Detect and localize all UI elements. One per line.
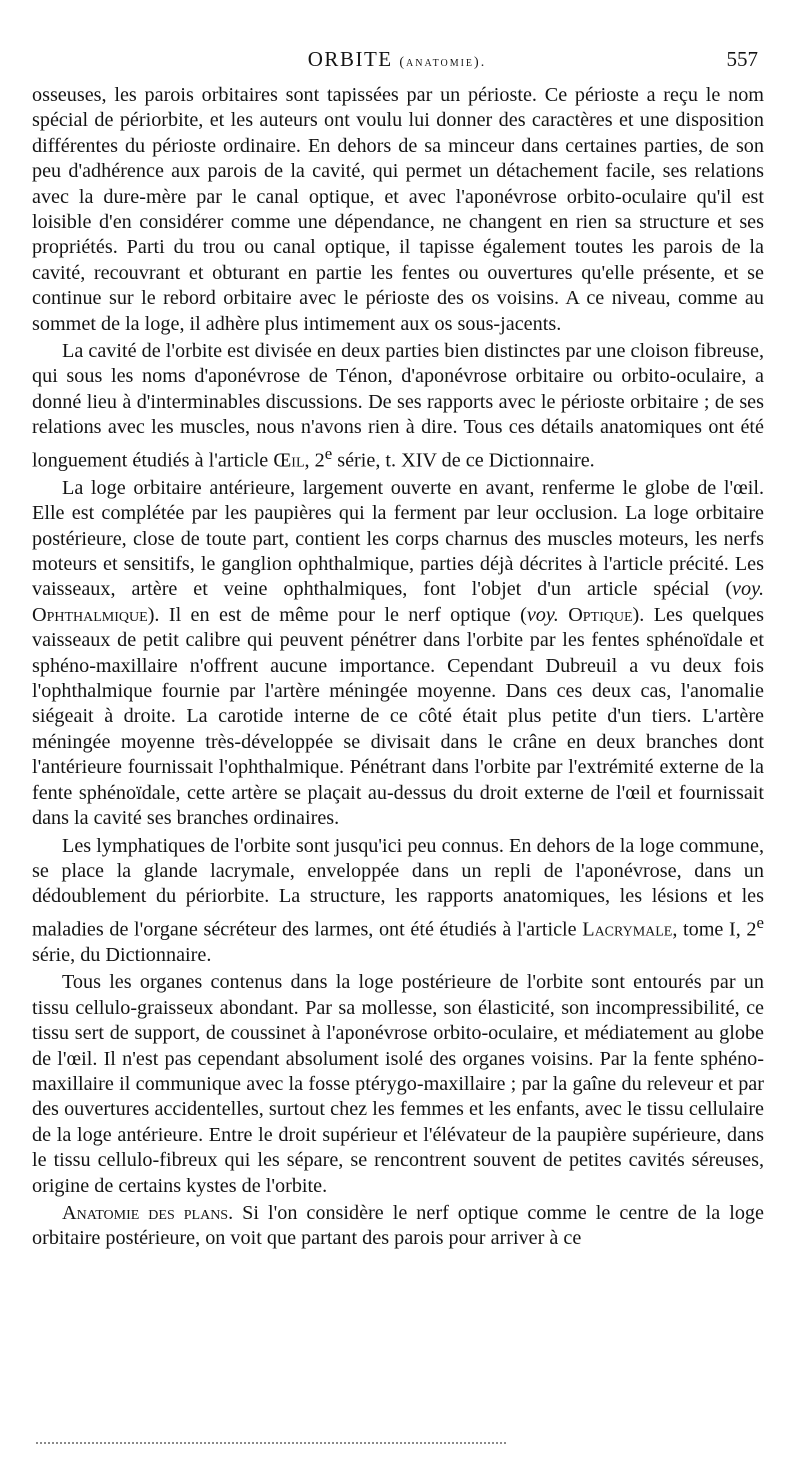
paragraph-text: La loge orbitaire antérieure, largement ouverte en avant, renferme le globe de l'œil. Elle est complétée par les paupières qui la ferment par leur occlusion. La loge orbitaire postérieure, close de toute part, contient les corps charnus des muscles moteurs, les nerfs moteurs et sensitifs, le ganglion ophthalmique, parties déjà décrites à l'article précité. Les vaisseaux, artère et veine ophthalmiques, font l'objet d'un article spécial (: [32, 476, 764, 601]
paragraph-tissu-cellulo-graisseux: [32, 970, 764, 1199]
paragraph-text: ). Les quelques vaisseaux de petit calibre qui peuvent pénétrer dans l'orbite par les fentes sphénoïdale et sphéno-maxillaire n'offrent aucune importance. Cependant Dubreuil a vu deux fois l'ophthalmique fournie par l'artère méningée moyenne. Dans ces deux cas, l'anomalie siégeait à droite. La carotide interne de ce côté était plus petite d'un tiers. L'artère méningée moyenne très-développée se divisait dans le crâne en deux branches dont l'antérieure fournissait l'ophthalmique. Pénétrant dans l'orbite par l'extrémité externe de la fente sphénoïdale, cette artère se plaçait au-dessus du droit externe de l'œil et fournissait dans la cavité ses branches ordinaires.: [32, 603, 764, 830]
running-title-main: ORBITE: [307, 47, 393, 71]
footer-dotted-rule: [36, 1442, 506, 1444]
running-header: [32, 44, 762, 74]
paragraph-text: Les lymphatiques de l'orbite sont jusqu'ici peu connus. En dehors de la loge commune, se place la glande lacrymale, enveloppée dans un repli de l'aponévrose, dans un dédoublement du périorbite. La structure, les rapports anatomiques, les lésions et les maladies de l'organe sécréteur des larmes, ont été étudiés à l'article: [32, 834, 764, 941]
running-title: [32, 44, 762, 78]
italic-voy: voy.: [732, 578, 764, 601]
paragraph-text: série, du Dictionnaire.: [32, 943, 212, 966]
paragraph-aponevrose: [32, 339, 764, 474]
paragraph-lymphatiques: [32, 834, 764, 969]
paragraph-text: Si l'on considère le nerf optique comme le centre de la loge orbitaire postérieure, on voit que partant des parois pour arriver à ce: [32, 1201, 764, 1250]
paragraph-text: série, t. XIV de ce Dictionnaire.: [332, 449, 595, 472]
paragraph-text: ). Il en est de même pour le nerf optique (: [147, 603, 527, 626]
paragraph-text: La cavité de l'orbite est divisée en deux parties bien distinctes par une cloison fibreuse, qui sous les noms d'aponévrose de Ténon, d'aponévrose orbitaire ou orbito-oculaire, a donné lieu à d'interminables discussions. De ses rapports avec le périoste orbitaire ; de ses relations avec les muscles, nous n'avons rien à dire. Tous ces détails anatomiques ont été longuement étudiés à l'article: [32, 340, 764, 472]
cross-reference: Optique: [568, 603, 633, 626]
paragraph-text: osseuses, les parois orbitaires sont tapissées par un périoste. Ce périoste a reçu le nom spécial de périorbite, et les auteurs ont voulu lui donner des caractères et une disposition différentes du périoste ordinaire. En dehors de sa minceur dans certaines parties, de son peu d'adhérence aux parois de la cavité, qui permet un détachement facile, ses relations avec la dure-mère par le canal optique, et avec l'aponévrose orbito-oculaire qu'il est loisible d'en considérer comme une dépendance, ne changent en rien sa structure et ses propriétés. Parti du trou ou canal optique, il tapisse également toutes les parois de la cavité, recouvrant et obturant en partie les fentes ou ouvertures qu'elle présente, et se continue sur le rebord orbitaire avec le périoste des os voisins. A ce niveau, comme au sommet de la loge, il adhère plus intimement aux os sous-jacents.: [32, 84, 764, 335]
running-title-sub: (anatomie).: [399, 55, 487, 70]
paragraph-text: , tome I, 2: [672, 918, 757, 941]
paragraph-loges: [32, 476, 764, 832]
space: [559, 604, 568, 626]
paragraph-text: , 2: [304, 449, 325, 472]
cross-reference: Œil: [273, 449, 305, 472]
page-number: 557: [726, 47, 758, 71]
body-text: [32, 83, 764, 1254]
section-heading: Anatomie des plans.: [62, 1201, 234, 1224]
paragraph-periorbite: [32, 83, 764, 337]
superscript: e: [756, 912, 764, 932]
cross-reference: Lacrymale: [582, 918, 673, 941]
italic-voy: voy.: [526, 603, 559, 626]
paragraph-text: Tous les organes contenus dans la loge postérieure de l'orbite sont entourés par un tissu cellulo-graisseux abondant. Par sa mollesse, son élasticité, son incompressibilité, ce tissu sert de support, de coussinet à l'aponévrose orbito-oculaire, et médiatement au globe de l'œil. Il n'est pas cependant absolument isolé des organes voisins. Par la fente sphéno-maxillaire il communique avec la fosse ptérygo-maxillaire ; par la gaîne du releveur et par des ouvertures accidentelles, surtout chez les femmes et les enfants, avec le tissu cellulaire de la loge antérieure. Entre le droit supérieur et l'élévateur de la paupière supérieure, dans le tissu cellulo-fibreux qui les sépare, se rencontrent souvent de petites cavités séreuses, origine de certains kystes de l'orbite.: [32, 971, 764, 1197]
paragraph-anatomie-des-plans: [32, 1201, 764, 1252]
superscript: e: [324, 443, 333, 463]
cross-reference: Ophthalmique: [32, 603, 148, 626]
